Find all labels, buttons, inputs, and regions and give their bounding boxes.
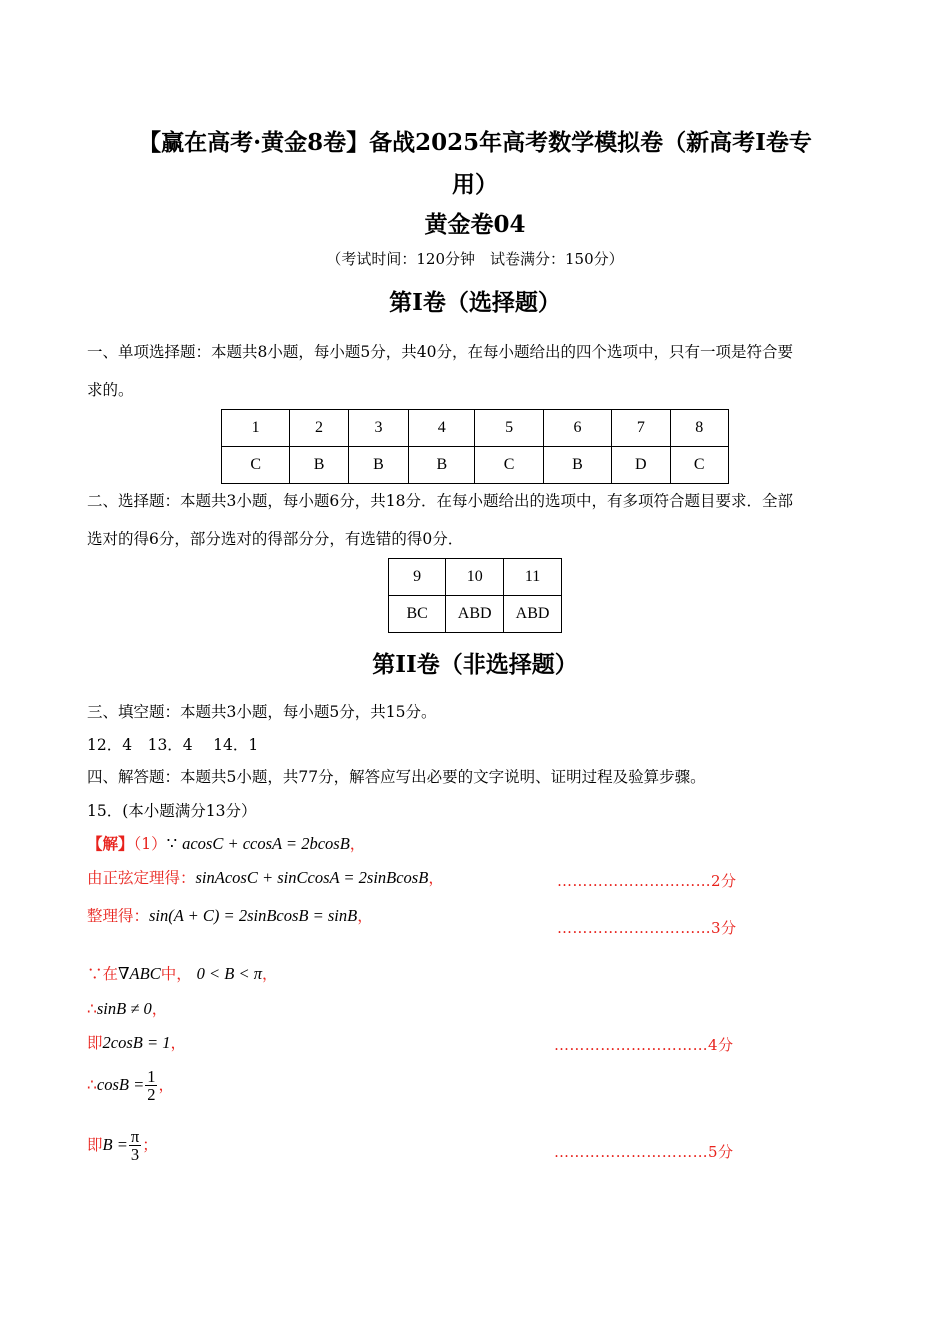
cosine-equation: 2cosB = 1 [102,1033,171,1052]
section2-text-line1: 二、选择题：本题共3小题，每小题6分，共18分．在每小题给出的选项中，有多项符合题目要求．全部 [87,492,793,510]
simplify-label: 整理得： [87,907,150,925]
solution-line-8 [87,1128,158,1164]
question-number: 6 [543,410,611,447]
answer-cell: ABD [504,596,562,633]
solution-line-1 [87,832,365,854]
exam-info: （考试时间：120分钟 试卷满分：150分） [326,250,624,268]
answer-cell: BC [389,596,446,633]
section3-text: 三、填空题：本题共3小题，每小题5分，共15分。 [87,703,437,721]
fraction-pi-over-3 [129,1128,141,1164]
solution-label: 【解】 [87,834,134,853]
punctuation: ； [142,1135,158,1154]
answer-cell: C [475,447,543,484]
part-label: （1） [133,835,167,853]
answer-cell: C [222,447,290,484]
solution-line-5 [87,997,167,1019]
fraction-denominator: 3 [130,1145,140,1165]
punctuation: ， [262,965,278,983]
question-number: 10 [446,559,504,596]
question-number: 1 [222,410,290,447]
table-row [389,559,562,596]
cosine-value-prefix: cosB = [96,1074,145,1094]
punctuation: ， [357,907,373,925]
answer-cell: C [670,447,728,484]
triangle-name: ∇ABC [118,964,161,983]
fill-in-answers: 12．4 13．4 14．1 [87,736,259,754]
question-number: 7 [612,410,670,447]
sine-rule-equation: sinAcosC + sinCcosA = 2sinBcosB [195,868,429,887]
fraction-denominator: 2 [147,1085,156,1105]
multi-choice-answer-table [388,558,562,633]
fraction-numerator: 1 [147,1067,156,1086]
score-marker: …………………………2分 [557,872,737,890]
answer-cell: B [348,447,408,484]
table-row [389,596,562,633]
fraction-numerator: π [130,1127,140,1146]
namely-label: 即 [87,1135,103,1154]
angle-range: 0 < B < π [196,964,263,983]
because-symbol: ∵ [87,965,103,983]
punctuation: ， [349,835,366,853]
punctuation: ， [170,1034,186,1052]
score-marker: …………………………5分 [554,1143,734,1161]
given-equation: acosC + ccosA = 2bcosB [182,834,350,853]
simplified-equation: sin(A + C) = 2sinBcosB = sinB [149,906,358,925]
part2-heading: 第II卷（非选择题） [372,651,578,678]
solution-line-4 [87,962,278,984]
punctuation: ， [428,869,444,887]
score-marker: …………………………3分 [557,919,737,937]
section1-text-line2: 求的。 [87,381,134,399]
question-number: 5 [475,410,543,447]
question-number: 8 [670,410,728,447]
part1-heading: 第I卷（选择题） [389,289,561,316]
sine-nonzero: sinB ≠ 0 [96,999,152,1018]
solution-line-7 [87,1068,174,1104]
section1-text-line1: 一、单项选择题：本题共8小题，每小题5分，共40分，在每小题给出的四个选项中，只有一项是符合要 [87,343,793,361]
question-number: 11 [504,559,562,596]
table-row [222,447,729,484]
section4-text: 四、解答题：本题共5小题，共77分，解答应写出必要的文字说明、证明过程及验算步骤。 [87,768,706,786]
solution-line-3 [87,904,373,926]
because-symbol: ∵ [166,834,178,853]
punctuation: ， [151,1000,168,1018]
answer-cell: D [612,447,670,484]
single-choice-answer-table [221,409,729,484]
document-title-line1: 【赢在高考·黄金8卷】备战2025年高考数学模拟卷（新高考Ⅰ卷专 [138,129,812,156]
punctuation: ， [158,1075,174,1094]
question-number: 9 [389,559,446,596]
sine-rule-label: 由正弦定理得： [87,869,196,887]
solution-line-2 [87,866,444,888]
table-row [222,410,729,447]
therefore-symbol: ∴ [87,1000,97,1018]
therefore-symbol: ∴ [87,1075,97,1094]
answer-cell: B [290,447,348,484]
answer-cell: ABD [446,596,504,633]
answer-cell: B [409,447,475,484]
namely-label: 即 [87,1034,103,1052]
score-marker: …………………………4分 [554,1036,734,1054]
angle-value-prefix: B = [102,1134,128,1154]
question-number: 2 [290,410,348,447]
question-number: 3 [348,410,408,447]
condition-label: 在 [102,965,119,983]
question-number: 4 [409,410,475,447]
condition-label: 中， [160,965,192,983]
solution-line-6 [87,1031,186,1053]
document-title-line2: 用） [452,171,498,198]
fraction-one-half [145,1068,157,1104]
document-subtitle: 黄金卷04 [424,211,526,238]
answer-cell: B [543,447,611,484]
section2-text-line2: 选对的得6分，部分选对的得部分分，有选错的得0分． [87,530,464,548]
question-15-header: 15．(本小题满分13分） [87,802,257,820]
